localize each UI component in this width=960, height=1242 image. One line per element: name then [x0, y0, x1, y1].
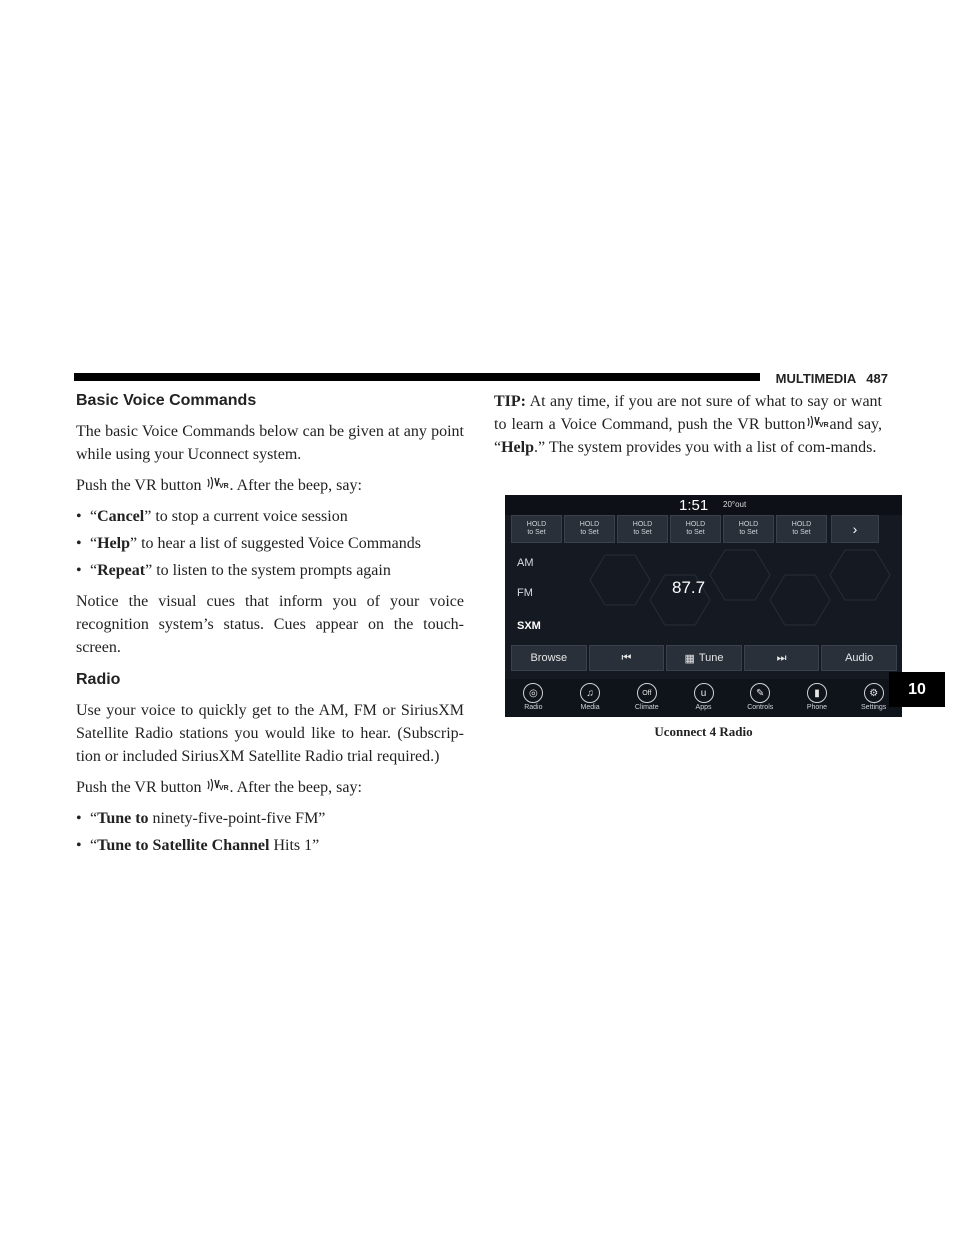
apps-icon: u — [694, 683, 714, 703]
music-note-icon: ♫ — [580, 683, 600, 703]
frequency-display: 87.7 — [672, 578, 706, 597]
page-number: 487 — [866, 370, 888, 386]
preset-bar — [511, 515, 879, 541]
tip-text: At any time, if you are not sure of what to say or want to learn a Voice Command, push the VR button — [494, 393, 882, 433]
nav-settings[interactable]: ⚙ Settings — [845, 679, 902, 717]
hexagon-pattern — [565, 545, 895, 640]
push-vr-instruction — [76, 474, 464, 497]
visual-cues-paragraph: Notice the visual cues that inform you of your voice recognition system’s status. Cues appear on the touch-screen. — [76, 593, 464, 656]
phone-signal-icon: ▮ — [807, 683, 827, 703]
wrench-icon: ✎ — [750, 683, 770, 703]
heading-basic-voice-commands: Basic Voice Commands — [76, 392, 257, 409]
vr-button-icon — [806, 413, 830, 427]
basic-commands-list — [76, 505, 464, 582]
tip-help-command: Help — [501, 439, 534, 456]
right-column — [494, 390, 882, 467]
svg-text:VR: VR — [218, 785, 229, 792]
gear-icon: ⚙ — [864, 683, 884, 703]
list-item: • “Help” to hear a list of suggested Voice Commands — [76, 535, 421, 552]
outside-temp: 20°out — [723, 500, 747, 509]
nav-climate[interactable]: Off Climate — [618, 679, 675, 717]
nav-controls[interactable]: ✎ Controls — [732, 679, 789, 717]
uconnect-radio-screenshot — [505, 495, 902, 717]
command-tune-satellite: Tune to Satellite Channel — [97, 837, 270, 854]
seek-forward-icon: ⏭ — [776, 651, 787, 664]
band-am[interactable]: AM — [517, 557, 534, 569]
figure-caption: Uconnect 4 Radio — [654, 724, 753, 739]
nav-media[interactable]: ♫ Media — [562, 679, 619, 717]
radio-commands-list — [76, 807, 464, 857]
chapter-tab: 10 — [889, 672, 945, 707]
seek-back-icon: ⏮ — [621, 651, 632, 664]
list-item: • “Tune to Satellite Channel Hits 1” — [76, 837, 320, 854]
svg-text:VR: VR — [818, 422, 829, 429]
vr-button-icon — [206, 776, 230, 790]
grid-icon: ▦ — [684, 652, 695, 665]
preset-button[interactable]: HOLD to Set — [723, 515, 774, 543]
intro-paragraph: The basic Voice Commands below can be given at any point while using your Uconnect system. — [76, 423, 464, 463]
section-title: MULTIMEDIA — [775, 370, 857, 386]
command-cancel: Cancel — [97, 508, 145, 525]
running-header — [768, 368, 888, 388]
preset-button[interactable]: HOLD to Set — [564, 515, 615, 543]
push-vr-instruction-2 — [76, 776, 464, 799]
tune-button[interactable]: ▦ Tune — [666, 645, 742, 671]
command-tune-to: Tune to — [97, 810, 149, 827]
seek-forward-button[interactable] — [744, 645, 820, 671]
preset-button[interactable]: HOLD to Set — [776, 515, 827, 543]
push-text-pre: Push the VR button — [76, 779, 202, 796]
list-item: • “Tune to ninety-five-point-five FM” — [76, 810, 326, 827]
nav-apps[interactable]: u Apps — [675, 679, 732, 717]
band-fm[interactable]: FM — [517, 587, 533, 599]
preset-button[interactable]: HOLD to Set — [617, 515, 668, 543]
left-column — [76, 392, 464, 861]
seek-back-button[interactable] — [589, 645, 665, 671]
bottom-nav — [505, 679, 902, 717]
preset-button[interactable]: HOLD to Set — [511, 515, 562, 543]
tip-label: TIP: — [494, 393, 526, 410]
list-item: • “Repeat” to listen to the system prompts again — [76, 562, 391, 579]
vr-button-icon — [206, 474, 230, 488]
preset-button[interactable]: HOLD to Set — [670, 515, 721, 543]
radio-icon: ◎ — [523, 683, 543, 703]
heading-radio: Radio — [76, 671, 121, 688]
control-bar — [511, 645, 897, 671]
command-help: Help — [97, 535, 130, 552]
push-text-post: . After the beep, say: — [229, 477, 362, 494]
push-text-pre: Push the VR button — [76, 477, 202, 494]
clock: 1:51 — [679, 497, 709, 514]
nav-phone[interactable]: ▮ Phone — [789, 679, 846, 717]
nav-radio[interactable]: ◎ Radio — [505, 679, 562, 717]
header-rule — [74, 373, 760, 381]
band-sxm[interactable]: SXM — [517, 620, 541, 632]
list-item: • “Cancel” to stop a current voice session — [76, 508, 348, 525]
radio-paragraph: Use your voice to quickly get to the AM, FM or SiriusXM Satellite Radio stations you would like to hear. (Subscrip-tion or included SiriusXM Satellite Radio trial required.) — [76, 702, 464, 765]
climate-icon: Off — [637, 683, 657, 703]
push-text-post: . After the beep, say: — [229, 779, 362, 796]
tip-paragraph: TIP: At any time, if you are not sure of what to say or want to learn a Voice Command, push the VR button VR and say, “Help.” The system provides you with a list of com-mands. — [494, 393, 883, 456]
svg-text:VR: VR — [218, 483, 229, 490]
browse-button[interactable]: Browse — [511, 645, 587, 671]
audio-button[interactable]: Audio — [821, 645, 897, 671]
chevron-right-icon[interactable]: › — [831, 515, 879, 543]
command-repeat: Repeat — [97, 562, 146, 579]
